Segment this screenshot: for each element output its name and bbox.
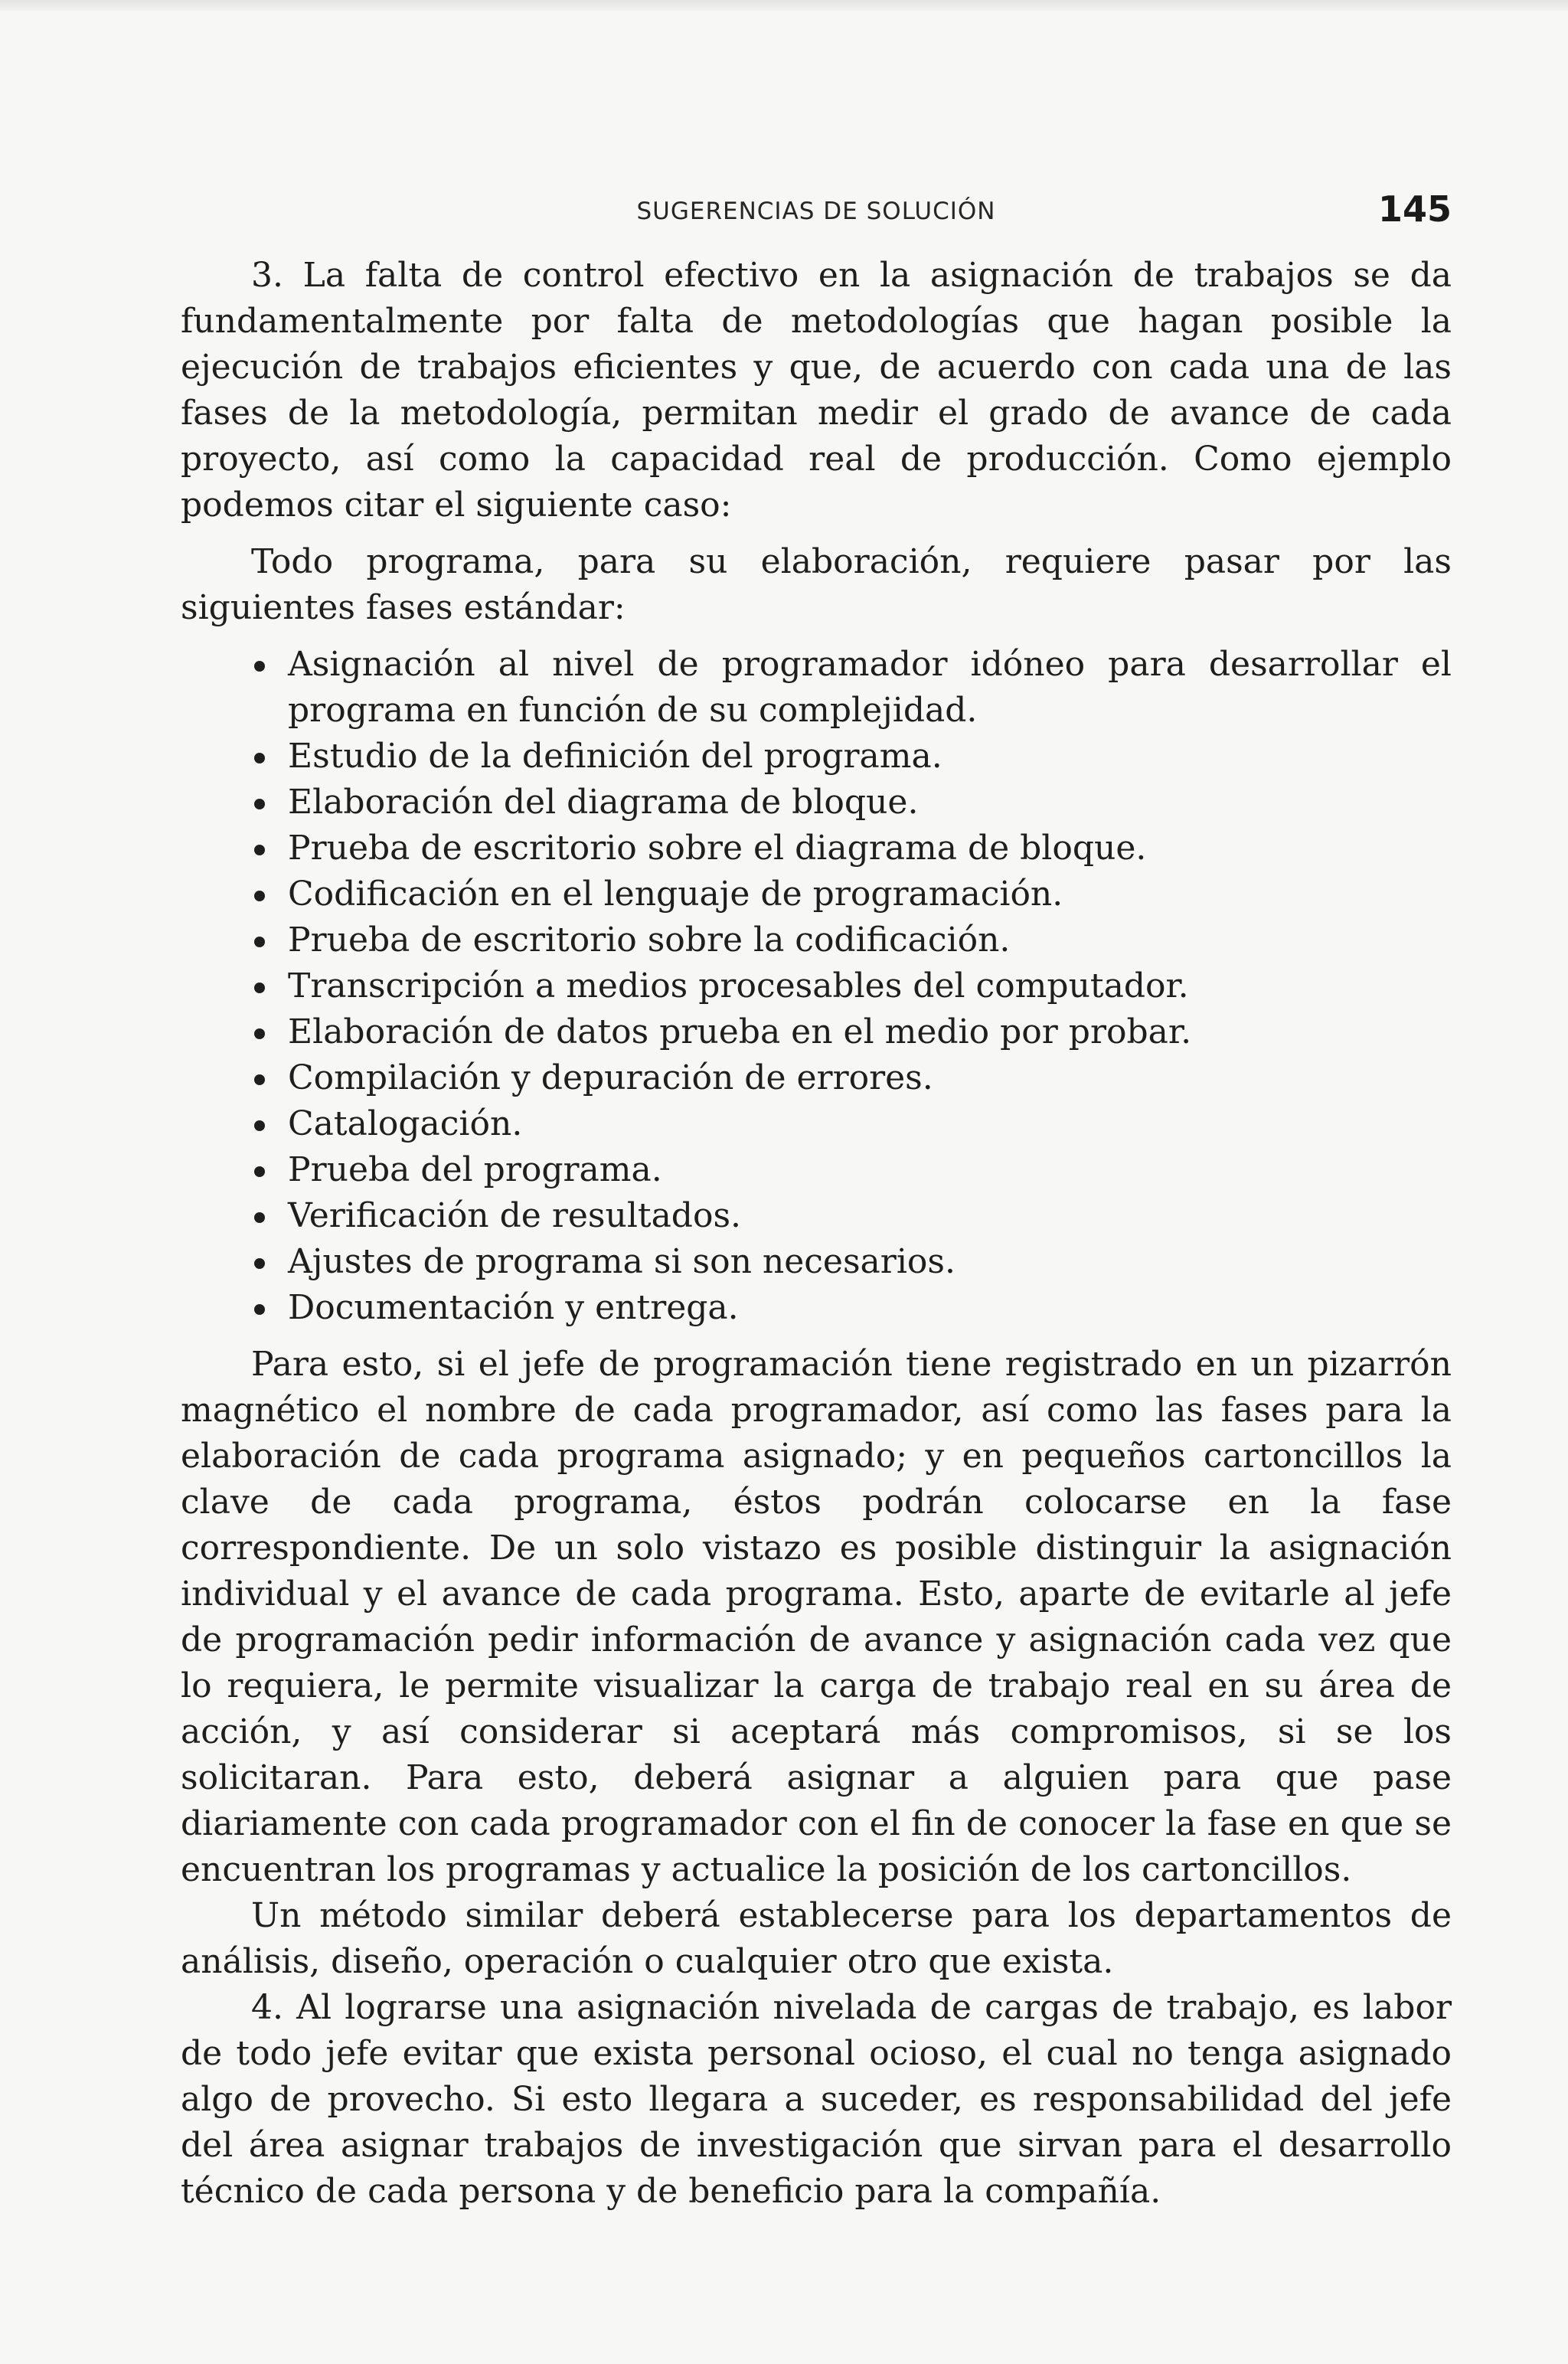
paragraph-gap [181,528,1452,539]
list-item: Prueba de escritorio sobre la codificación. [288,917,1452,963]
list-item: Elaboración del diagrama de bloque. [288,780,1452,826]
list-item: Documentación y entrega. [288,1285,1452,1331]
list-item: Verificación de resultados. [288,1193,1452,1239]
list-item: Elaboración de datos prueba en el medio por probar. [288,1009,1452,1055]
page-number: 145 [1377,188,1452,230]
paragraph-item-3: 3. La falta de control efectivo en la asignación de trabajos se da fundamentalmente por falta de metodologías que hagan posible la ejecución de trabajos eficientes y que, de acuerdo con cada una de las fases de la metodología, permitan medir el grado de avance de cada proyecto, así como la capacidad real de producción. Como ejemplo podemos citar el siguiente caso: [181,256,1452,525]
paragraph-item-4: 4. Al lograrse una asignación nivelada de cargas de trabajo, es labor de todo jefe evitar que exista personal ocioso, el cual no tenga asignado algo de provecho. Si esto llegara a suceder, es responsabilidad del jefe del área asignar trabajos de investigación que sirvan para el desarrollo técnico de cada persona y de beneficio para la compañía. [181,1988,1452,2211]
paragraph-pizarron-method: Para esto, si el jefe de programación tiene registrado en un pizarrón magnético el nombre de cada programador, así como las fases para la elaboración de cada programa asignado; y en pequeños cartoncillos la clave de cada programa, éstos podrán colocarse en la fase correspondiente. De un solo vistazo es posible distinguir la asignación individual y el avance de cada programa. Esto, aparte de evitarle al jefe de programación pedir información de avance y asignación cada vez que lo requiera, le permite visualizar la carga de trabajo real en su área de acción, y así considerar si aceptará más compromisos, si se los solicitaran. Para esto, deberá asignar a alguien para que pase diariamente con cada programador con el fin de conocer la fase en que se encuentran los programas y actualice la posición de los cartoncillos. [181,1345,1452,1889]
phases-bullet-list [181,642,1452,1331]
paragraph-gap [181,1331,1452,1342]
running-header [181,168,1452,253]
page-body [181,253,1452,2215]
paragraph-gap [181,631,1452,642]
book-page [181,168,1452,2215]
list-item: Codificación en el lenguaje de programación. [288,871,1452,917]
scan-top-edge [0,0,1568,11]
list-item: Compilación y depuración de errores. [288,1055,1452,1101]
paragraph-similar-method: Un método similar deberá establecerse para los departamentos de análisis, diseño, operación o cualquier otro que exista. [181,1896,1452,1981]
list-item: Ajustes de programa si son necesarios. [288,1239,1452,1285]
running-header-title: SUGERENCIAS DE SOLUCIÓN [636,198,996,225]
list-item: Asignación al nivel de programador idóneo para desarrollar el programa en función de su complejidad. [288,642,1452,734]
list-item: Prueba del programa. [288,1147,1452,1193]
list-item: Prueba de escritorio sobre el diagrama de bloque. [288,826,1452,871]
list-item: Transcripción a medios procesables del computador. [288,963,1452,1009]
list-item: Catalogación. [288,1101,1452,1147]
list-item: Estudio de la definición del programa. [288,734,1452,780]
paragraph-phases-intro: Todo programa, para su elaboración, requiere pasar por las siguientes fases estándar: [181,542,1452,627]
